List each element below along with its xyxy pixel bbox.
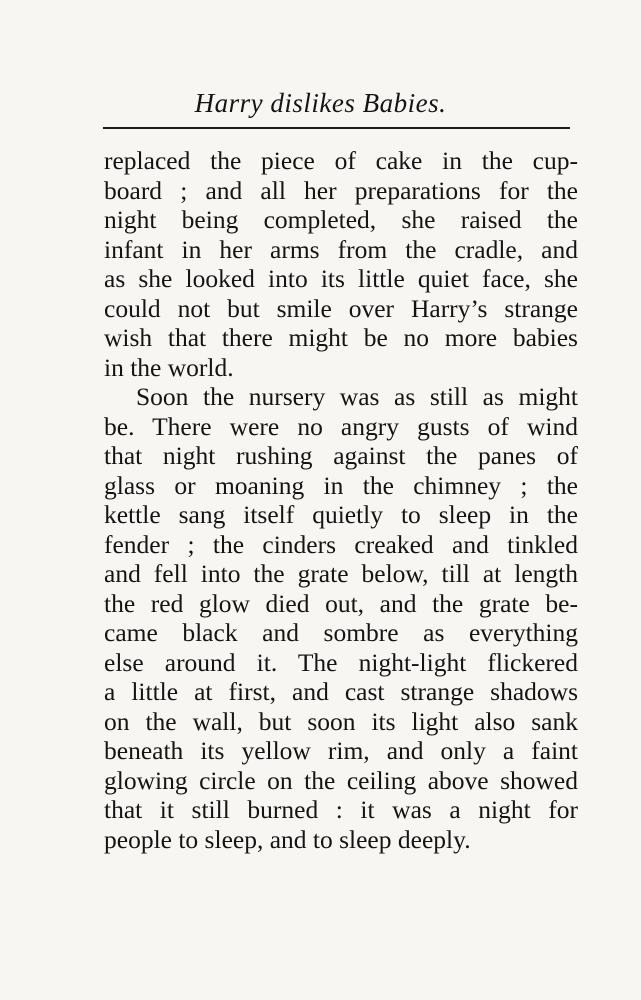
text-line: and fell into the grate below, till at length	[104, 559, 578, 588]
paragraph-2	[104, 382, 578, 854]
text-line: in the world.	[104, 352, 234, 382]
text-line: as she looked into its little quiet face, she	[104, 264, 578, 293]
text-line: night being completed, she raised the	[104, 205, 578, 234]
text-line: kettle sang itself quietly to sleep in the	[104, 500, 578, 529]
text-line: that night rushing against the panes of	[104, 441, 578, 470]
text-line: the red glow died out, and the grate be-	[104, 588, 578, 618]
text-line: fender ; the cinders creaked and tinkled	[104, 529, 578, 559]
text-line: a little at first, and cast strange shadows	[104, 677, 578, 706]
text-line: came black and sombre as everything	[104, 618, 578, 647]
header-rule	[103, 127, 570, 129]
paragraph-1	[104, 146, 578, 382]
running-head: Harry dislikes Babies.	[194, 88, 447, 118]
text-line: glass or moaning in the chimney ; the	[104, 470, 578, 500]
text-line: replaced the piece of cake in the cup-	[104, 146, 578, 175]
text-line: wish that there might be no more babies	[104, 323, 578, 352]
body-text	[104, 146, 578, 854]
text-line: beneath its yellow rim, and only a faint	[104, 736, 578, 765]
text-line: people to sleep, and to sleep deeply.	[104, 824, 471, 854]
text-line: board ; and all her preparations for the	[104, 175, 578, 205]
text-line: that it still burned : it was a night for	[104, 795, 578, 824]
text-line: be. There were no angry gusts of wind	[104, 411, 578, 441]
text-line: could not but smile over Harry’s strange	[104, 293, 578, 323]
text-line: glowing circle on the ceiling above showed	[104, 765, 578, 795]
text-line: on the wall, but soon its light also sank	[104, 706, 578, 736]
text-line: Soon the nursery was as still as might	[136, 382, 578, 411]
text-line: infant in her arms from the cradle, and	[104, 234, 578, 264]
text-line: else around it. The night-light flickered	[104, 647, 578, 677]
